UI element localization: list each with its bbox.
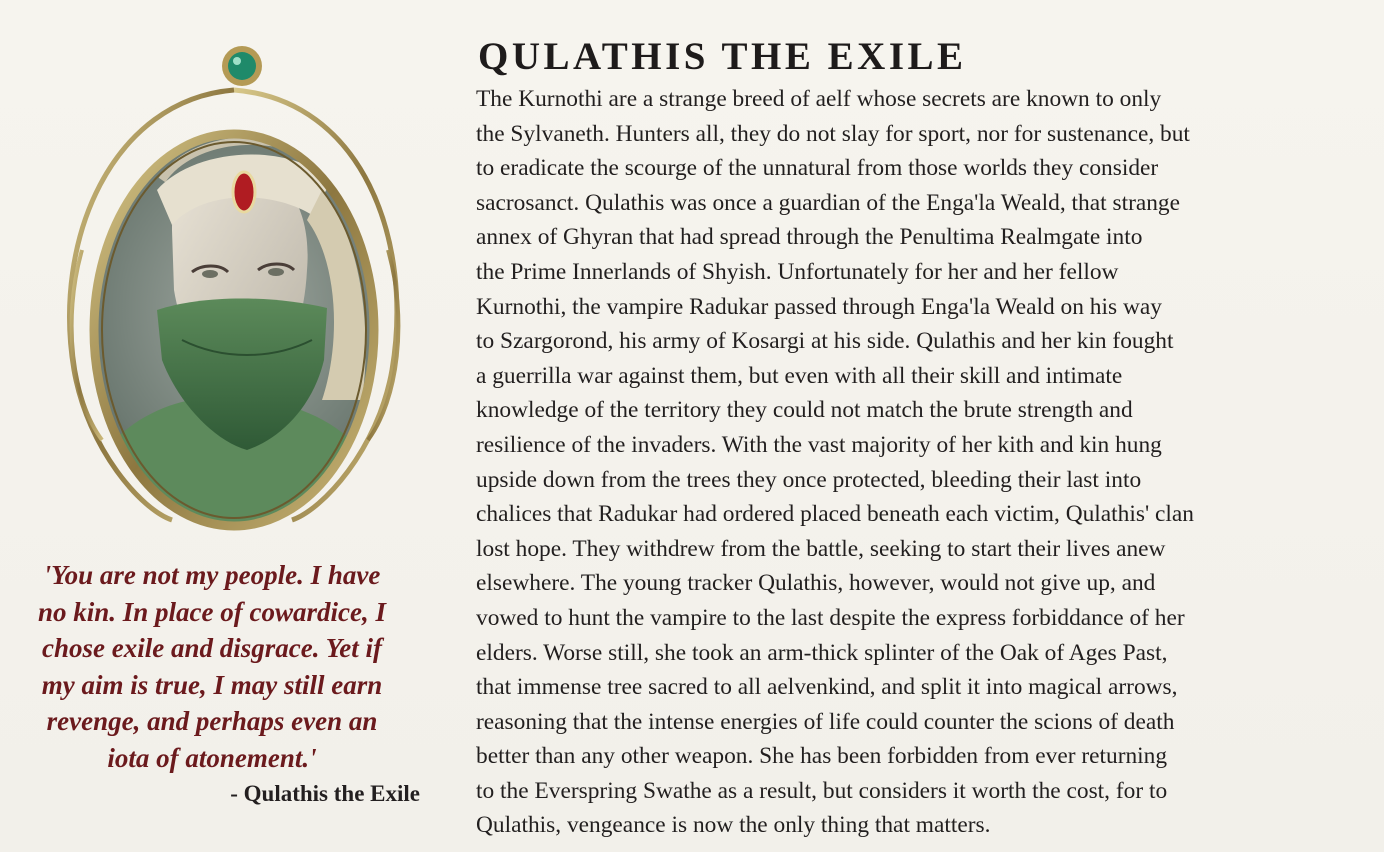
body-line: elsewhere. The young tracker Qulathis, however, would not give up, and bbox=[476, 570, 1156, 597]
body-line: lost hope. They withdrew from the battle, seeking to start their lives anew bbox=[476, 535, 1166, 562]
quote-line: 'You are not my people. I have bbox=[43, 560, 381, 590]
body-line: knowledge of the territory they could not match the brute strength and bbox=[476, 397, 1133, 424]
quote-line: my aim is true, I may still earn bbox=[41, 669, 383, 700]
body-line: reasoning that the intense energies of life could counter the scions of death bbox=[476, 708, 1175, 735]
body-line: chalices that Radukar had ordered placed beneath each victim, Qulathis' clan bbox=[476, 501, 1194, 528]
body-line: that immense tree sacred to all aelvenkind, and split it into magical arrows, bbox=[476, 674, 1178, 701]
quote-line: iota of atonement.' bbox=[107, 742, 317, 773]
body-line: Kurnothi, the vampire Radukar passed through Enga'la Weald on his way bbox=[476, 293, 1162, 320]
quote-attribution: - Qulathis the Exile bbox=[230, 781, 420, 806]
body-line: upside down from the trees they once protected, bleeding their last into bbox=[476, 466, 1142, 493]
character-portrait bbox=[62, 40, 422, 560]
character-quote bbox=[0, 557, 422, 777]
body-line: the Prime Innerlands of Shyish. Unfortunately for her and her fellow bbox=[476, 258, 1119, 285]
article-title: QULATHIS THE EXILE bbox=[478, 35, 967, 78]
body-line: Qulathis, vengeance is now the only thing that matters. bbox=[476, 812, 991, 839]
body-line: to Szargorond, his army of Kosargi at his side. Qulathis and her kin fought bbox=[476, 328, 1174, 355]
body-line: sacrosanct. Qulathis was once a guardian of the Enga'la Weald, that strange bbox=[476, 189, 1181, 216]
portrait-illustration bbox=[62, 40, 422, 560]
body-line: to the Everspring Swathe as a result, but considers it worth the cost, for to bbox=[476, 777, 1168, 804]
body-line: resilience of the invaders. With the vast majority of her kith and kin hung bbox=[476, 431, 1162, 458]
body-line: elders. Worse still, she took an arm-thick splinter of the Oak of Ages Past, bbox=[476, 639, 1168, 666]
body-line: a guerrilla war against them, but even with all their skill and intimate bbox=[476, 362, 1123, 389]
quote-line: no kin. In place of cowardice, I bbox=[38, 596, 386, 627]
body-line: annex of Ghyran that had spread through the Penultima Realmgate into bbox=[476, 224, 1143, 251]
body-line: to eradicate the scourge of the unnatural from those worlds they consider bbox=[476, 155, 1159, 182]
body-line: The Kurnothi are a strange breed of aelf whose secrets are known to only bbox=[476, 86, 1162, 112]
quote-line: chose exile and disgrace. Yet if bbox=[42, 633, 382, 664]
article-body bbox=[476, 82, 1376, 843]
quote-line: revenge, and perhaps even an bbox=[46, 706, 378, 737]
body-line: the Sylvaneth. Hunters all, they do not slay for sport, nor for sustenance, but bbox=[476, 120, 1190, 147]
body-line: better than any other weapon. She has been forbidden from ever returning bbox=[476, 743, 1168, 770]
body-line: vowed to hunt the vampire to the last despite the express forbiddance of her bbox=[476, 604, 1185, 631]
